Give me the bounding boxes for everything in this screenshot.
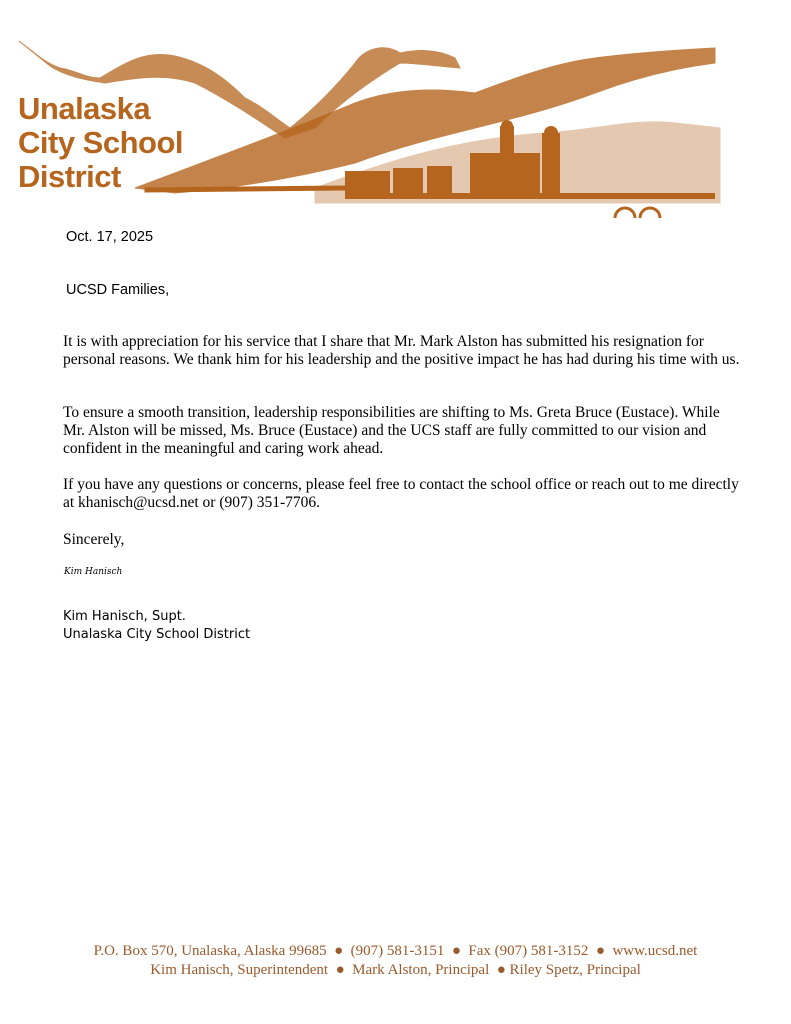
letter-paragraph-2: To ensure a smooth transition, leadership responsibilities are shifting to Ms. Greta Bruce (Eustace). While Mr. Alston will be missed, Ms. Bruce (Eustace) and the UCS staff are fully committed to our vision and confident in the meaningful and caring work ahead. xyxy=(63,404,720,457)
letter-paragraph-1: It is with appreciation for his service that I share that Mr. Mark Alston has submitted his resignation for personal reasons. We thank him for his leadership and the positive impact he has had during his time with us. xyxy=(63,333,740,368)
handwritten-signature: Kim Hanisch xyxy=(64,567,123,577)
signer-block xyxy=(63,608,250,644)
signer-name: Kim Hanisch, Supt. xyxy=(63,609,186,624)
logo-line-1: Unalaska xyxy=(18,91,151,126)
logo-line-3: District xyxy=(18,159,121,194)
logo-line-2: City School xyxy=(18,125,184,160)
signer-organization: Unalaska City School District xyxy=(63,627,251,642)
district-logo-wordmark xyxy=(18,92,183,194)
letter-valediction: Sincerely, xyxy=(63,531,125,548)
letter-date: Oct. 17, 2025 xyxy=(66,229,154,245)
letter-salutation: UCSD Families, xyxy=(66,282,170,298)
letter-paragraph-3: If you have any questions or concerns, please feel free to contact the school office or reach out to me directly at khanisch@ucsd.net or (907) 351-7706. xyxy=(63,476,739,511)
footer-staff-line: Kim Hanisch, Superintendent ● Mark Alston, Principal ● Riley Spetz, Principal xyxy=(150,962,641,978)
footer-contact-line: P.O. Box 570, Unalaska, Alaska 99685 ● (907) 581-3151 ● Fax (907) 581-3152 ● www.ucsd.net xyxy=(93,943,698,959)
